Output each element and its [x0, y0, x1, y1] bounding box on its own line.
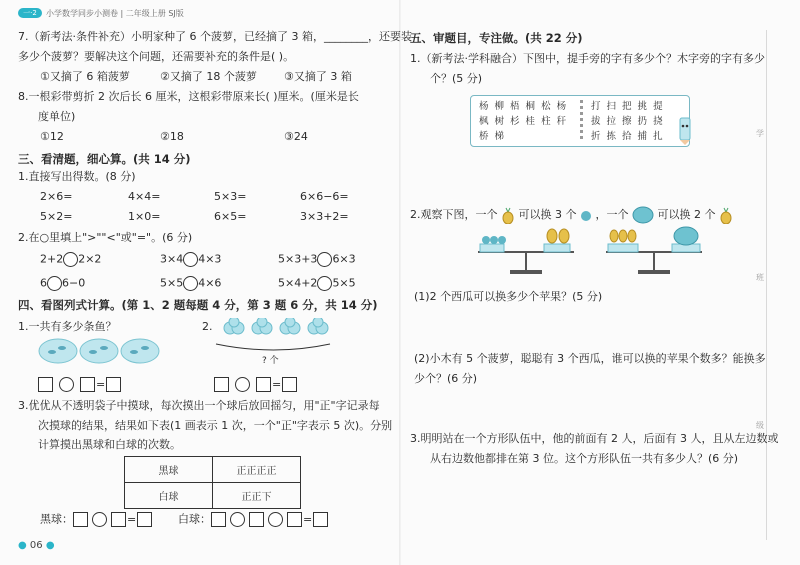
answer-box[interactable] — [211, 512, 226, 527]
balloons-illustration — [212, 318, 336, 358]
compare-item: 3×4 4×3 — [160, 252, 222, 266]
answer-box[interactable] — [38, 377, 53, 392]
compare-item: 5×4+2 5×5 — [278, 276, 356, 290]
hand-radical-chars: 打 扫 把 挑 提 拔 拉 擦 扔 挠 折 拣 拾 捕 扎 — [591, 101, 665, 142]
calc-item: 5×3= — [214, 190, 247, 203]
wood-radical-chars: 杨 柳 梧 桐 松 杨 枫 树 杉 桂 柱 秆 桥 梯 — [479, 101, 568, 142]
q7-line2: 多少个菠萝？要解决这个问题，还需要补充的条件是( )。 — [18, 50, 295, 63]
q8-line1: 8.一根彩带剪折 2 次后长 6 厘米，这根彩带原来长( )厘米。(厘米是长 — [18, 90, 359, 103]
r-q1-line2: 个？(5 分) — [430, 72, 483, 85]
watermelon-icon — [632, 206, 654, 224]
equals-sign: = — [303, 512, 313, 526]
table-cell: 白球 — [125, 483, 213, 509]
table-row — [125, 457, 301, 483]
fish-tank-icon — [39, 339, 77, 363]
apple-icon — [580, 209, 592, 221]
sec3-q1: 1.直接写出得数。(8 分) — [18, 170, 136, 183]
r-q2-sub2-line2: 少个？(6 分) — [414, 372, 478, 385]
margin-line — [766, 30, 767, 540]
balance-scale-2 — [606, 227, 702, 274]
section-5-title: 五、审题目，专注做。(共 22 分) — [410, 31, 583, 45]
white-ball-equation — [178, 512, 328, 527]
q7-option-1: ①又摘了 6 箱菠萝 — [40, 70, 130, 83]
r-q1-line1: 1.（新考法·学科融合）下图中，提手旁的字有多少个？木字旁的字有多少 — [410, 52, 765, 65]
q7-option-3: ③又摘了 3 箱 — [284, 70, 352, 83]
calc-item: 3×3+2= — [300, 210, 349, 223]
answer-box[interactable] — [287, 512, 302, 527]
sec3-q2: 2.在○里填上">""<"或"="。(6 分) — [18, 231, 193, 244]
r-q3-line2: 从右边数他都排在第 3 位。这个方形队伍一共有多少人？(6 分) — [430, 452, 739, 465]
q3-line1: 3.优优从不透明袋子中摸球，每次摸出一个球后放回摇匀，用"正"字记录每 — [18, 399, 380, 412]
header-text: 小学数学同步小测卷 | 二年级上册 SJ版 — [46, 8, 184, 18]
brand-logo: 一·2 — [18, 8, 42, 18]
margin-label: 学 — [756, 129, 764, 138]
answer-box[interactable] — [313, 512, 328, 527]
answer-circle[interactable] — [183, 252, 198, 267]
section-4-title: 四、看图列式计算。(第 1、2 题每题 4 分，第 3 题 6 分，共 14 分) — [18, 298, 378, 312]
margin-label: 级 — [756, 421, 764, 430]
q8-line2: 度单位) — [38, 110, 76, 123]
sec4-q2: 2. — [202, 320, 213, 333]
answer-box[interactable] — [106, 377, 121, 392]
margin-label: 班 — [756, 273, 764, 282]
answer-circle[interactable] — [317, 276, 332, 291]
fish-tank-icon — [80, 339, 118, 363]
compare-item: 5×3+3 6×3 — [278, 252, 356, 266]
compare-item: 2+2 2×2 — [40, 252, 102, 266]
answer-circle[interactable] — [47, 276, 62, 291]
calc-item: 1×0= — [128, 210, 161, 223]
black-ball-label: 黑球： — [40, 512, 73, 526]
calc-item: 6×6−6= — [300, 190, 349, 203]
q8-option-3: ③24 — [284, 130, 308, 143]
answer-circle[interactable] — [183, 276, 198, 291]
operator-circle[interactable] — [268, 512, 283, 527]
balance-scales-illustration — [474, 226, 708, 278]
calc-item: 4×4= — [128, 190, 161, 203]
card-binding — [580, 100, 583, 140]
answer-box[interactable] — [73, 512, 88, 527]
answer-box[interactable] — [214, 377, 229, 392]
q8-option-2: ②18 — [160, 130, 184, 143]
balance-scale-1 — [478, 229, 574, 274]
calc-item: 5×2= — [40, 210, 73, 223]
operator-circle[interactable] — [92, 512, 107, 527]
answer-box[interactable] — [137, 512, 152, 527]
black-ball-equation — [40, 512, 152, 527]
r-q2-line1: 2.观察下图，一个 可以换 3 个 ，一个 可以换 2 个 — [410, 206, 733, 224]
table-cell: 正正正正 — [213, 457, 301, 483]
answer-box[interactable] — [249, 512, 264, 527]
operator-circle[interactable] — [230, 512, 245, 527]
pineapple-icon — [719, 206, 733, 224]
answer-box[interactable] — [256, 377, 271, 392]
fish-tanks-illustration — [38, 337, 168, 365]
table-cell: 正正下 — [213, 483, 301, 509]
unknown-quantity-label: ? 个 — [262, 356, 279, 366]
q7-option-2: ②又摘了 18 个菠萝 — [160, 70, 257, 83]
operator-circle[interactable] — [59, 377, 74, 392]
calc-item: 6×5= — [214, 210, 247, 223]
section-3-title: 三、看清题，细心算。(共 14 分) — [18, 152, 191, 166]
q7-line1: 7.（新考法·条件补充）小明家种了 6 个菠萝，已经摘了 3 箱，________，还要装 — [18, 30, 412, 43]
answer-box[interactable] — [282, 377, 297, 392]
compare-item: 6 6−0 — [40, 276, 86, 290]
q8-option-1: ①12 — [40, 130, 64, 143]
equals-sign: = — [127, 512, 137, 526]
fish-tank-icon — [121, 339, 159, 363]
white-ball-label: 白球： — [178, 512, 211, 526]
equals-sign: = — [272, 378, 282, 391]
page-number: ● 06 ● — [18, 540, 55, 551]
pineapple-icon — [501, 206, 515, 224]
table-cell: 黑球 — [125, 457, 213, 483]
character-card — [470, 95, 690, 147]
equals-sign: = — [96, 378, 106, 391]
q2-equation-boxes — [214, 374, 297, 393]
operator-circle[interactable] — [235, 377, 250, 392]
q3-line2: 次摸球的结果，结果如下表(1 画表示 1 次，一个"正"字表示 5 次)。分别 — [38, 419, 393, 432]
r-q3-line1: 3.明明站在一个方形队伍中，他的前面有 2 人，后面有 3 人，且从左边数或 — [410, 432, 779, 445]
sec4-q1: 1.一共有多少条鱼？ — [18, 320, 117, 333]
header — [18, 6, 184, 20]
page-fold — [399, 0, 401, 565]
answer-box[interactable] — [80, 377, 95, 392]
answer-circle[interactable] — [63, 252, 78, 267]
q3-line3: 计算摸出黑球和白球的次数。 — [38, 438, 181, 451]
pencil-mascot-icon — [676, 114, 696, 146]
table-row — [125, 483, 301, 509]
answer-box[interactable] — [111, 512, 126, 527]
q1-equation-boxes — [38, 374, 121, 393]
calc-item: 2×6= — [40, 190, 73, 203]
answer-circle[interactable] — [317, 252, 332, 267]
tally-table — [124, 456, 301, 509]
compare-item: 5×5 4×6 — [160, 276, 222, 290]
r-q2-sub1: (1)2 个西瓜可以换多少个苹果？(5 分) — [414, 290, 603, 303]
r-q2-sub2-line1: (2)小木有 5 个菠萝，聪聪有 3 个西瓜，谁可以换的苹果个数多？能换多 — [414, 352, 766, 365]
